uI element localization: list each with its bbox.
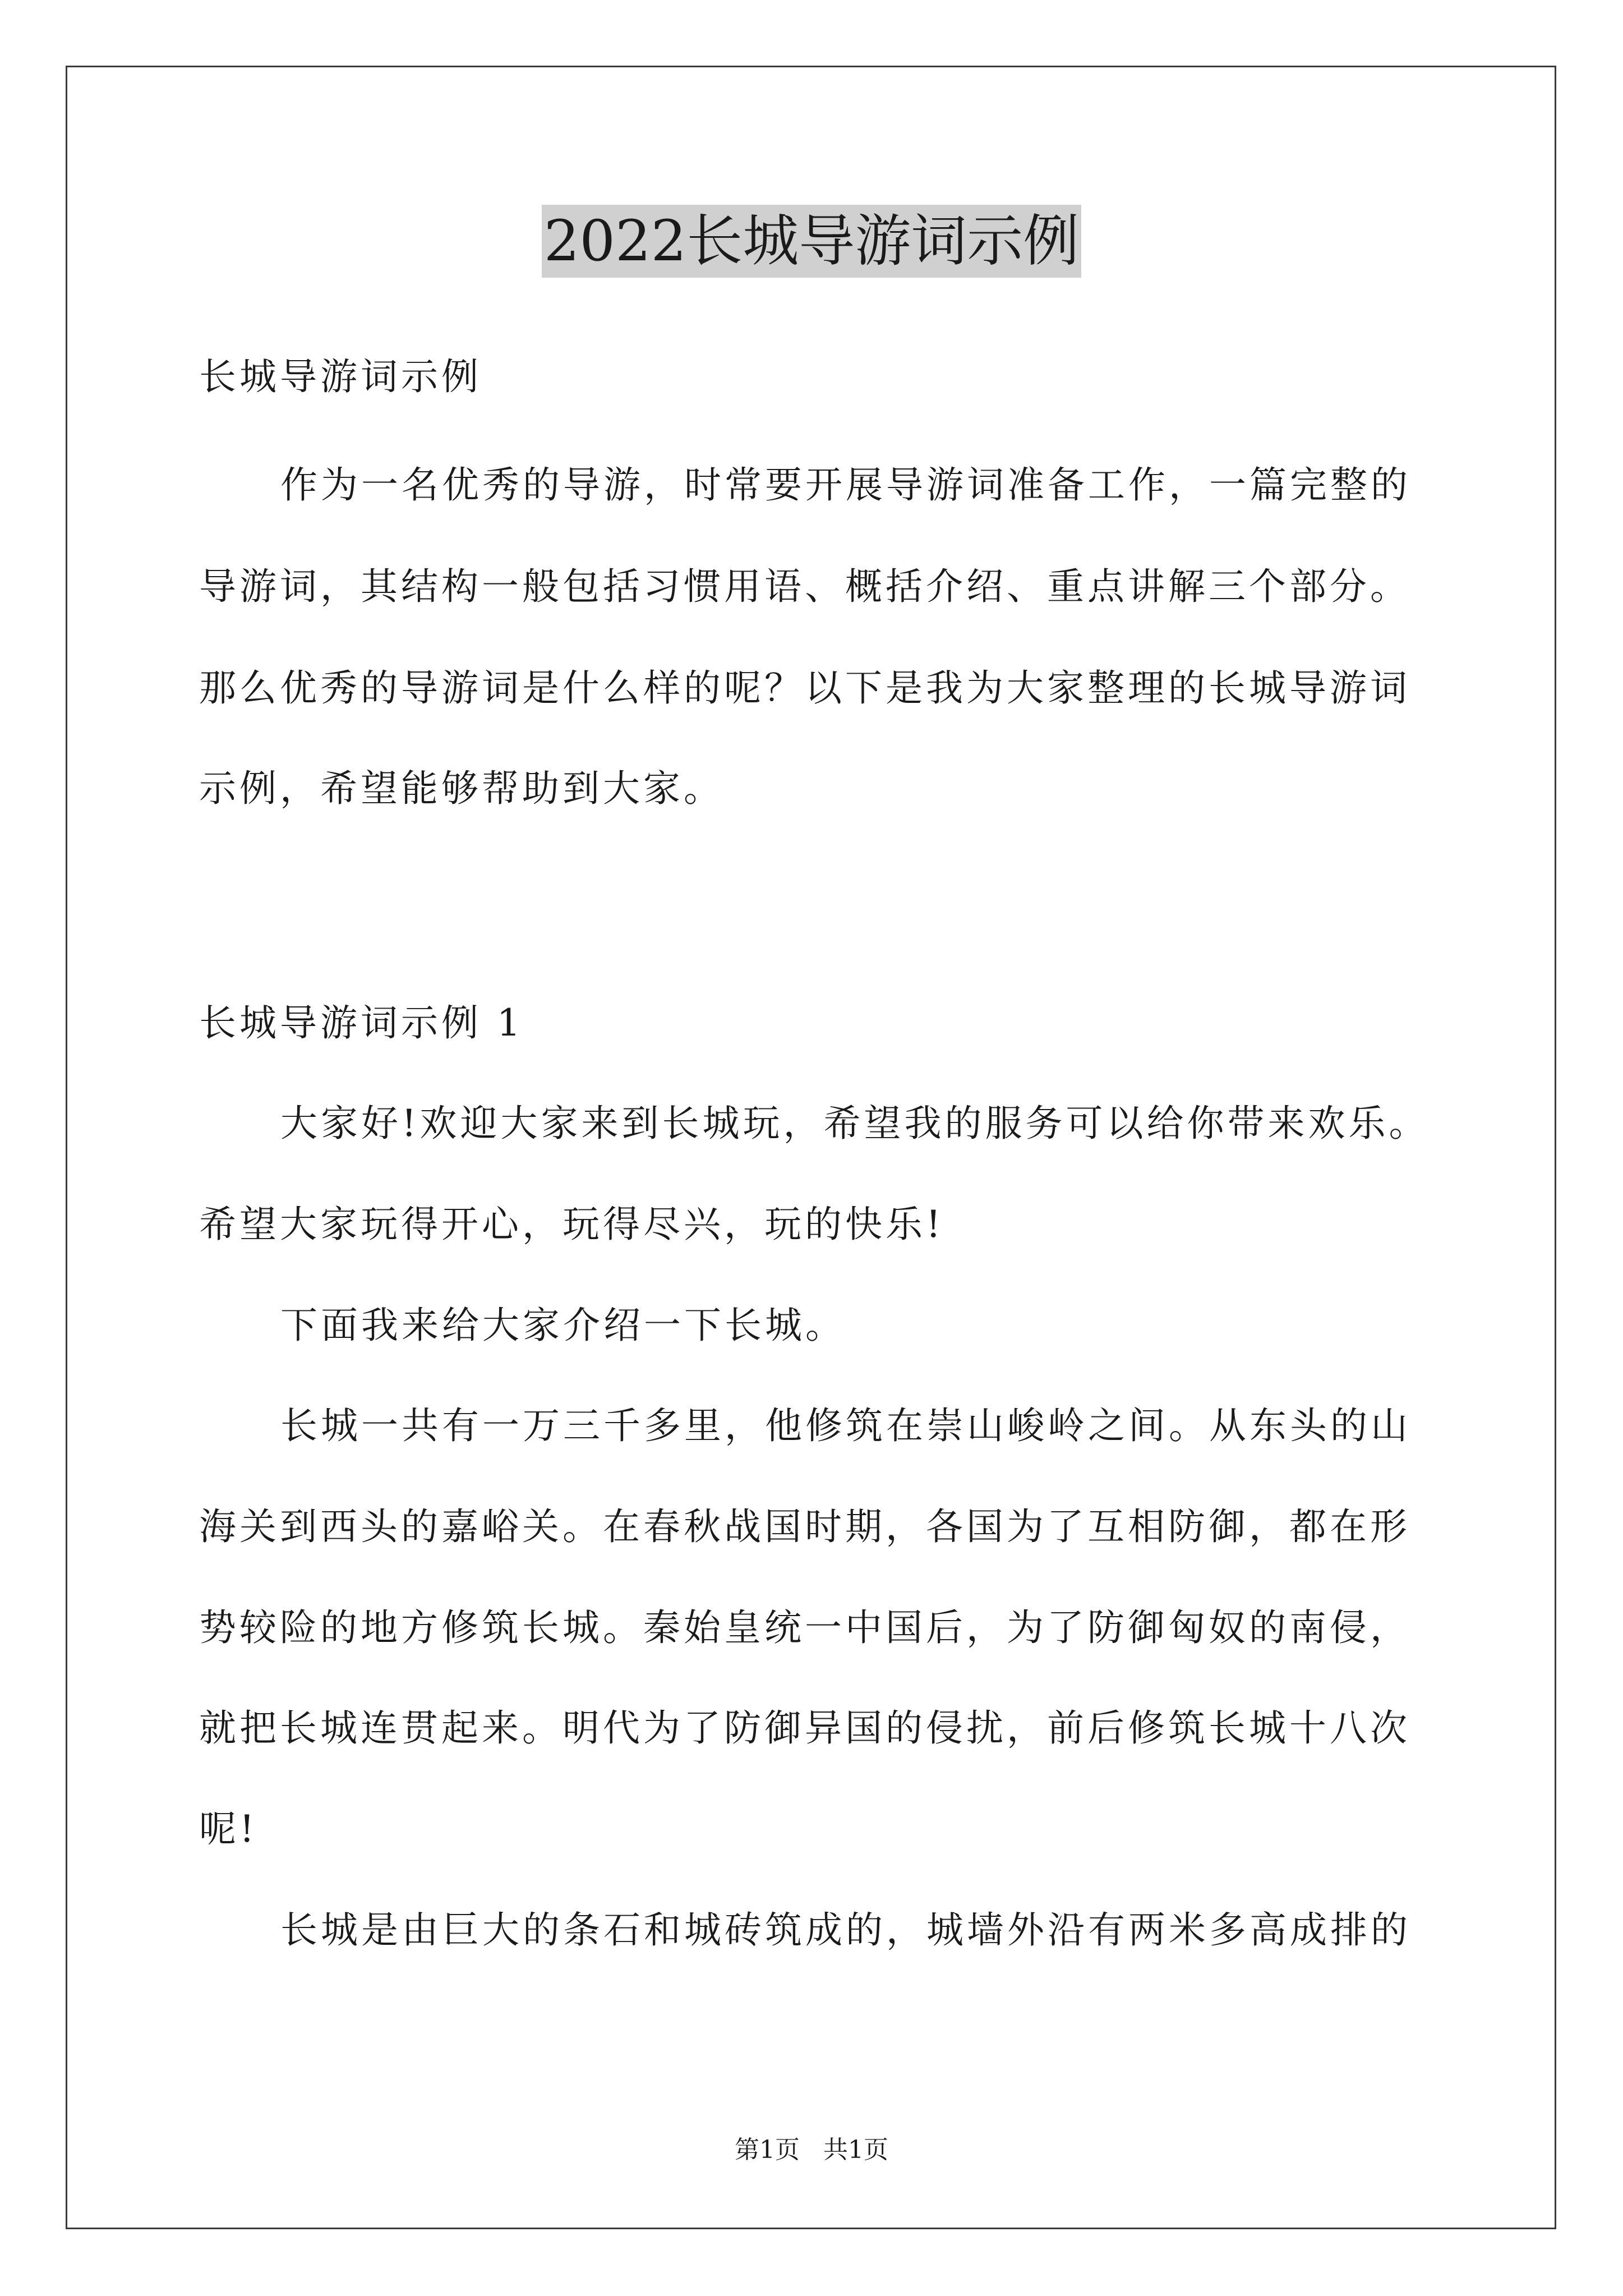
intro-heading: 长城导游词示例 xyxy=(199,355,482,398)
paragraph-line: 呢! xyxy=(199,1807,258,1851)
paragraph-line: 希望大家玩得开心，玩得尽兴，玩的快乐! xyxy=(199,1203,944,1246)
paragraph-line: 海关到西头的嘉峪关。在春秋战国时期，各国为了互相防御，都在形 xyxy=(199,1505,1410,1548)
title-container xyxy=(0,205,1623,278)
paragraph-line: 导游词，其结构一般包括习惯用语、概括介绍、重点讲解三个部分。 xyxy=(199,565,1410,608)
paragraph-line: 势较险的地方修筑长城。秦始皇统一中国后，为了防御匈奴的南侵， xyxy=(199,1606,1410,1649)
page-number-footer: 第1页 共1页 xyxy=(735,2136,888,2164)
document-title: 2022长城导游词示例 xyxy=(542,205,1082,278)
paragraph-line: 示例，希望能够帮助到大家。 xyxy=(199,767,724,810)
paragraph-line: 下面我来给大家介绍一下长城。 xyxy=(280,1304,846,1347)
section-heading: 长城导游词示例 1 xyxy=(199,1001,524,1045)
paragraph-line: 作为一名优秀的导游，时常要开展导游词准备工作，一篇完整的 xyxy=(280,463,1411,507)
paragraph-line: 长城一共有一万三千多里，他修筑在崇山峻岭之间。从东头的山 xyxy=(280,1404,1411,1447)
paragraph-line: 大家好!欢迎大家来到长城玩，希望我的服务可以给你带来欢乐。 xyxy=(280,1102,1430,1145)
paragraph-line: 那么优秀的导游词是什么样的呢？以下是我为大家整理的长城导游词 xyxy=(199,666,1410,710)
paragraph-line: 就把长城连贯起来。明代为了防御异国的侵扰，前后修筑长城十八次 xyxy=(199,1706,1410,1750)
paragraph-line: 长城是由巨大的条石和城砖筑成的，城墙外沿有两米多高成排的 xyxy=(280,1908,1411,1952)
